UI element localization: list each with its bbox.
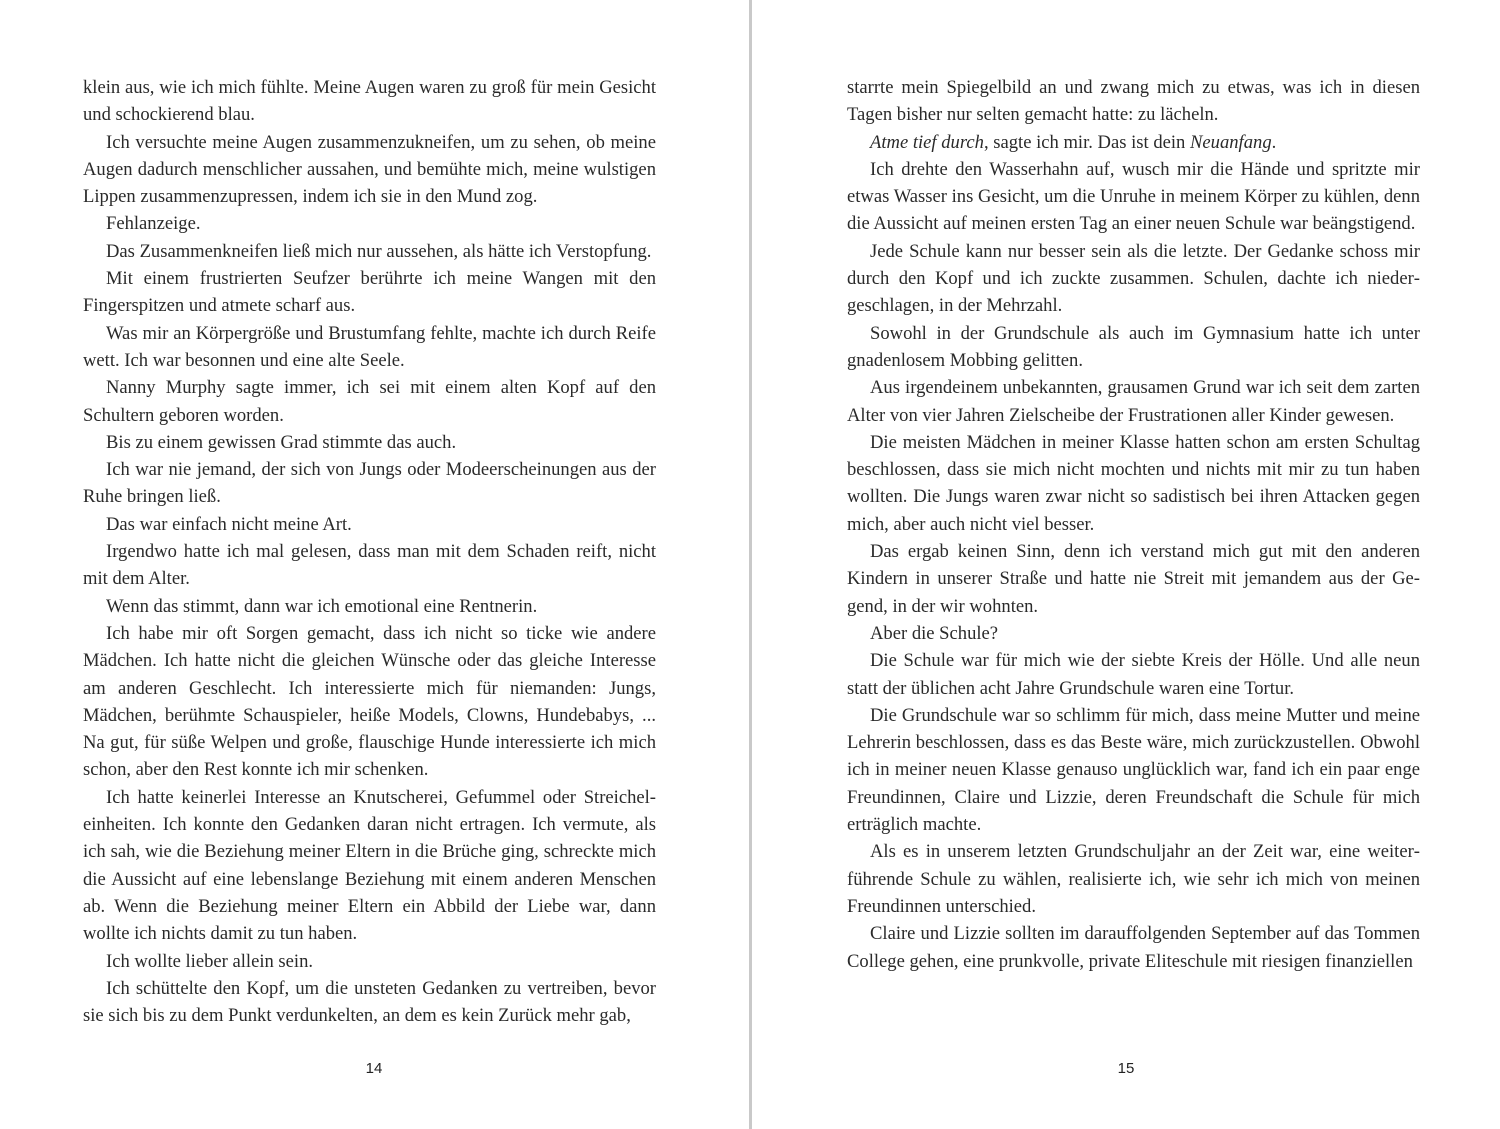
paragraph: Ich schüttelte den Kopf, um die unsteten Gedanken zu vertreiben, bevor sie sich bis zu dem Punkt verdunkelten, an dem es kein Zurück mehr gab,: [83, 977, 656, 1027]
paragraph: Die Grundschule war so schlimm für mich, dass meine Mutter und meine Lehrerin beschlossen, dass es das Beste wäre, mich zurückzustellen. Obwohl ich in meiner neuen Klasse genauso unglücklich war, fand ich ein paar enge Freundinnen, Claire und Lizzie, deren Freundschaft die Schule für mich erträglich machte.: [847, 704, 1420, 836]
paragraph: Was mir an Körpergröße und Brustumfang fehlte, machte ich durch Reife wett. Ich war besonnen und eine alte Seele.: [83, 322, 656, 371]
paragraph: Wenn das stimmt, dann war ich emotional eine Rentnerin.: [106, 595, 538, 617]
paragraph: Ich versuchte meine Augen zusammenzukneifen, um zu sehen, ob meine Augen dadurch menschlicher aussahen, und bemühte mich, meine wulstigen Lippen zusammenzupressen, indem ich sie in den Mund zog.: [83, 131, 656, 208]
paragraph: Nanny Murphy sagte immer, ich sei mit einem alten Kopf auf den Schultern geboren worden.: [83, 377, 656, 426]
paragraph: Claire und Lizzie sollten im darauffolgenden September auf das Tommen College gehen, eine prunkvolle, private Eliteschule mit riesigen finanziellen: [847, 923, 1420, 972]
italic-phrase: Neuanfang: [1190, 131, 1272, 153]
paragraph: Als es in unserem letzten Grundschuljahr an der Zeit war, eine weiterführende Schule zu wählen, realisierte ich, wie sehr ich mich von meinen Freundinnen unterschied.: [847, 841, 1420, 917]
italic-phrase: Atme tief durch: [870, 131, 984, 153]
paragraph: Ich war nie jemand, der sich von Jungs oder Modeerscheinungen aus der Ruhe bringen ließ.: [83, 459, 656, 508]
paragraph: Die Schule war für mich wie der siebte Kreis der Hölle. Und alle neun statt der üblichen acht Jahre Grundschule waren eine Tortur.: [847, 650, 1420, 699]
paragraph: Fehlanzeige.: [106, 213, 201, 235]
paragraph: Ich drehte den Wasserhahn auf, wusch mir die Hände und spritzte mir etwas Wasser ins Gesicht, um die Unruhe in meinem Körper zu kühlen, denn die Aussicht auf meinen ersten Tag an einer neuen Schule war beängstigend.: [847, 158, 1420, 235]
paragraph: Das Zusammenkneifen ließ mich nur aussehen, als hätte ich Verstopfung.: [106, 240, 652, 262]
paragraph: Ich habe mir oft Sorgen gemacht, dass ich nicht so ticke wie andere Mädchen. Ich hatte nicht die gleichen Wünsche oder das gleiche Interesse am anderen Geschlecht. Ich interessierte mich für niemanden: Jungs, Mädchen, berühmte Schauspieler, heiße Models, Clowns, Hundebabys, ... Na gut, für süße Welpen und große, flauschige Hunde interessierte ich mich schon, aber den Rest konnte ich mir schenken.: [83, 622, 656, 781]
paragraph: starrte mein Spiegelbild an und zwang mich zu etwas, was ich in diesen Tagen bisher nur selten gemacht hatte: zu lächeln.: [847, 77, 1420, 126]
paragraph: Das war einfach nicht meine Art.: [106, 513, 352, 535]
paragraph: Bis zu einem gewissen Grad stimmte das auch.: [106, 431, 457, 453]
left-page-text: [83, 74, 656, 1029]
paragraph: Aber die Schule?: [870, 622, 999, 644]
paragraph: Irgendwo hatte ich mal gelesen, dass man mit dem Schaden reift, nicht mit dem Alter.: [83, 541, 656, 590]
paragraph: Ich hatte keinerlei Interesse an Knutscherei, Gefummel oder Streicheleinheiten. Ich konnte den Gedanken daran nicht ertragen. Ich vermute, als ich sah, wie die Beziehung meiner Eltern in die Brüche ging, schreckte mich die Aussicht auf eine lebenslange Beziehung mit einem anderen Menschen ab. Wenn die Beziehung meiner Eltern ein Abbild der Liebe war, dann wollte ich nichts damit zu tun haben.: [83, 786, 656, 945]
right-page: [752, 0, 1500, 1129]
paragraph: Aus irgendeinem unbekannten, grausamen Grund war ich seit dem zarten Alter von vier Jahren Zielscheibe der Frustrationen aller Kinder gewesen.: [847, 377, 1420, 426]
paragraph: Jede Schule kann nur besser sein als die letzte. Der Gedanke schoss mir durch den Kopf und ich zuckte zusammen. Schulen, dachte ich niedergeschlagen, in der Mehrzahl.: [847, 240, 1420, 317]
paragraph: Das ergab keinen Sinn, denn ich verstand mich gut mit den anderen Kindern in unserer Straße und hatte nie Streit mit jemandem aus der Gegend, in der wir wohnten.: [847, 541, 1420, 617]
paragraph: Die meisten Mädchen in meiner Klasse hatten schon am ersten Schultag beschlossen, dass sie mich nicht mochten und nichts mit mir zu tun haben wollten. Die Jungs waren zwar nicht so sadistisch bei ihren Attacken gegen mich, aber auch nicht viel besser.: [847, 431, 1420, 535]
right-page-text: [847, 74, 1420, 975]
paragraph: Mit einem frustrierten Seufzer berührte ich meine Wangen mit den Fingerspitzen und atmete scharf aus.: [83, 268, 656, 317]
text-span: , sagte ich mir. Das ist dein: [983, 131, 1191, 153]
paragraph: Sowohl in der Grundschule als auch im Gymnasium hatte ich unter gnadenlosem Mobbing gelitten.: [847, 322, 1420, 371]
paragraph: klein aus, wie ich mich fühlte. Meine Augen waren zu groß für mein Gesicht und schockierend blau.: [83, 77, 656, 126]
page-number: 14: [365, 1060, 383, 1077]
text-span: .: [1271, 131, 1277, 153]
paragraph: Ich wollte lieber allein sein.: [106, 950, 314, 972]
page-number: 15: [1117, 1060, 1135, 1077]
paragraph-italic: [847, 129, 1420, 156]
